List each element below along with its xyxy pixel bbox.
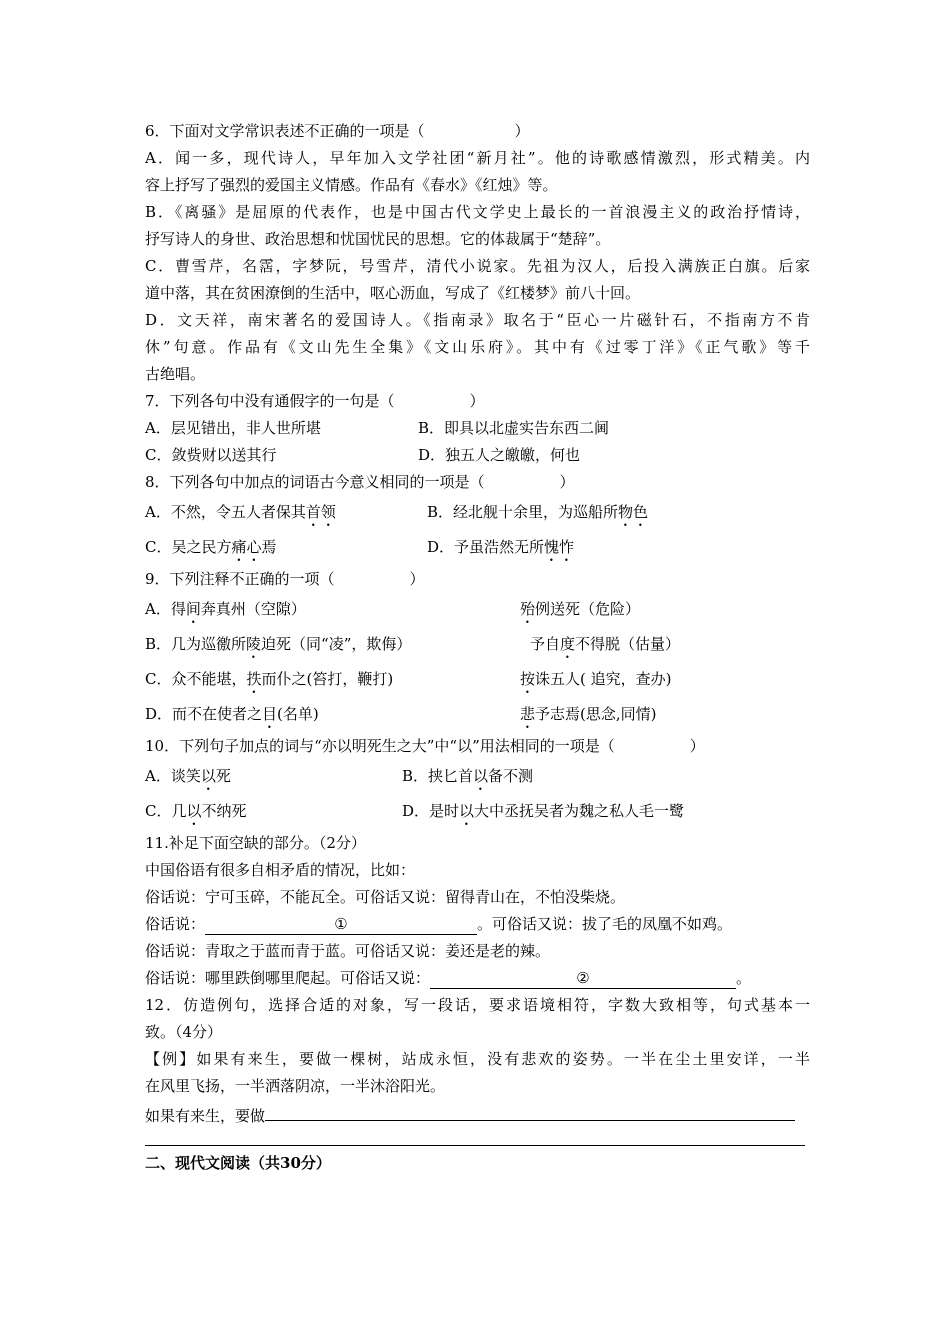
q9-c-left-dotted: 抶 bbox=[246, 670, 262, 688]
q10-d-dotted: 以 bbox=[459, 802, 475, 820]
q11-blank-2[interactable]: ② bbox=[430, 968, 736, 989]
q8-option-b-dotted: 物色 bbox=[618, 503, 649, 521]
q9-row-d bbox=[145, 698, 810, 733]
q6-option-c-line1: C．曹雪芹，名霑，字梦阮，号雪芹，清代小说家。先祖为汉人，后投入满族正白旗。后家 bbox=[145, 257, 810, 275]
q12-stem-line2: 致。（4分） bbox=[145, 1023, 223, 1041]
q12-example-line1: 【例】如果有来生，要做一棵树，站成永恒，没有悲欢的姿势。一半在尘土里安详，一半 bbox=[145, 1050, 810, 1068]
q12-example-line2: 在风里飞扬，一半洒落阴凉，一半沐浴阳光。 bbox=[145, 1077, 446, 1095]
q9-d-left-dotted: 目 bbox=[262, 705, 278, 723]
section-2-heading: 二、现代文阅读（共30分） bbox=[145, 1154, 331, 1172]
q12-stem-line1: 12．仿造例句，选择合适的对象，写一段话，要求语境相符，字数大致相等，句式基本一 bbox=[145, 996, 810, 1014]
q11-blank-1[interactable]: ① bbox=[205, 914, 477, 935]
q10-b-dotted: 以 bbox=[473, 767, 489, 785]
q12-answer-line: 如果有来生，要做 bbox=[145, 1100, 810, 1127]
q8-option-a-dotted: 首领 bbox=[305, 503, 336, 521]
q6-option-a-line2: 容上抒写了强烈的爱国主义情感。作品有《春水》《红烛》等。 bbox=[145, 176, 558, 194]
q7-option-b: B．即具以北虚实告东西二阃 bbox=[418, 419, 610, 437]
q7-row-cd bbox=[145, 442, 810, 469]
q10-a-dotted: 以 bbox=[200, 767, 216, 785]
q9-a-right-dotted: 殆 bbox=[520, 600, 536, 618]
q11-intro: 中国俗语有很多自相矛盾的情况，比如： bbox=[145, 861, 416, 879]
q9-option-a-left: A．得间奔真州（空隙） bbox=[145, 600, 306, 618]
q6-stem: 6．下面对文学常识表述不正确的一项是（ ） bbox=[145, 122, 530, 140]
q9-option-c-right: 按诛五人( 追究，查办) bbox=[520, 670, 672, 688]
q10-c-dotted: 以 bbox=[186, 802, 202, 820]
q7-stem: 7．下列各句中没有通假字的一句是（ ） bbox=[145, 392, 485, 410]
q9-option-b-left: B．几为巡徼所陵迫死（同“凌”，欺侮） bbox=[145, 635, 412, 653]
q7-option-a: A．层见错出，非人世所堪 bbox=[145, 419, 321, 437]
q8-option-d-dotted: 愧怍 bbox=[544, 538, 575, 556]
q11-stem: 11.补足下面空缺的部分。（2分） bbox=[145, 834, 366, 852]
q6-option-d-line2: 休”句意。作品有《文山先生全集》《文山乐府》。其中有《过零丁洋》《正气歌》等千 bbox=[145, 338, 810, 356]
q9-option-a-right: 殆例送死（危险） bbox=[520, 600, 641, 618]
q10-option-c: C．几以不纳死 bbox=[145, 802, 247, 820]
q9-option-d-left: D．而不在使者之目(名单) bbox=[145, 705, 319, 723]
q9-option-b-right: 予自度不得脱（估量） bbox=[530, 635, 681, 653]
q6-option-b-line1: B．《离骚》是屈原的代表作，也是中国古代文学史上最长的一首浪漫主义的政治抒情诗， bbox=[145, 203, 810, 221]
q9-a-left-dotted: 间 bbox=[185, 600, 201, 618]
q8-option-a: A．不然，令五人者保其首领 bbox=[145, 503, 336, 521]
q9-c-right-dotted: 按 bbox=[520, 670, 536, 688]
q11-line4: 俗话说：哪里跌倒哪里爬起。可俗话又说： ② 。 bbox=[145, 969, 752, 987]
q10-row-ab bbox=[145, 760, 810, 795]
q8-stem: 8．下列各句中加点的词语古今意义相同的一项是（ ） bbox=[145, 473, 575, 491]
q9-row-c bbox=[145, 663, 810, 698]
q11-line1: 俗话说：宁可玉碎，不能瓦全。可俗话又说：留得青山在，不怕没柴烧。 bbox=[145, 888, 626, 906]
q7-option-d: D．独五人之皦皦，何也 bbox=[418, 446, 581, 464]
q8-row-cd bbox=[145, 531, 810, 566]
q8-option-b: B．经北舰十余里，为巡船所物色 bbox=[427, 503, 649, 521]
q8-option-c-dotted: 痛心 bbox=[231, 538, 262, 556]
q9-stem: 9．下列注释不正确的一项（ ） bbox=[145, 570, 425, 588]
q10-option-a: A．谈笑以死 bbox=[145, 767, 231, 785]
section-divider bbox=[145, 1145, 805, 1146]
q7-option-c: C．敛赀财以送其行 bbox=[145, 446, 277, 464]
q6-option-a-line1: A．闻一多，现代诗人，早年加入文学社团“新月社”。他的诗歌感情激烈，形式精美。内 bbox=[145, 149, 810, 167]
q8-option-d: D．予虽浩然无所愧怍 bbox=[427, 538, 575, 556]
q7-row-ab bbox=[145, 415, 810, 442]
q9-option-c-left: C．众不能堪，抶而仆之(笞打，鞭打) bbox=[145, 670, 394, 688]
q6-option-c-line2: 道中落，其在贫困潦倒的生活中，呕心沥血，写成了《红楼梦》前八十回。 bbox=[145, 284, 641, 302]
q8-option-c: C．吴之民方痛心焉 bbox=[145, 538, 277, 556]
q10-row-cd bbox=[145, 795, 810, 830]
q10-option-b: B．挟匕首以备不测 bbox=[402, 767, 534, 785]
q12-answer-blank[interactable] bbox=[265, 1100, 795, 1121]
q9-b-right-dotted: 度 bbox=[560, 635, 576, 653]
q6-option-d-line3: 古绝唱。 bbox=[145, 365, 206, 383]
exam-page bbox=[145, 118, 810, 1177]
q10-stem: 10．下列句子加点的词与“亦以明死生之大”中“以”用法相同的一项是（ ） bbox=[145, 737, 705, 755]
q9-b-left-dotted: 陵 bbox=[246, 635, 262, 653]
q9-row-b bbox=[145, 628, 810, 663]
q6-option-b-line2: 抒写诗人的身世、政治思想和忧国忧民的思想。它的体裁属于“楚辞”。 bbox=[145, 230, 611, 248]
q10-option-d: D．是时以大中丞抚吴者为魏之私人毛一鹭 bbox=[402, 802, 685, 820]
q6-option-d-line1: D．文天祥，南宋著名的爱国诗人。《指南录》取名于“臣心一片磁针石，不指南方不肯 bbox=[145, 311, 810, 329]
q9-option-d-right: 悲予志焉(思念,同情) bbox=[520, 705, 657, 723]
q8-row-ab bbox=[145, 496, 810, 531]
q9-row-a bbox=[145, 593, 810, 628]
q11-line2: 俗话说： ① 。可俗话又说：拔了毛的凤凰不如鸡。 bbox=[145, 915, 733, 933]
q9-d-right-dotted: 悲 bbox=[520, 705, 536, 723]
q11-line3: 俗话说：青取之于蓝而青于蓝。可俗话又说：姜还是老的辣。 bbox=[145, 942, 551, 960]
